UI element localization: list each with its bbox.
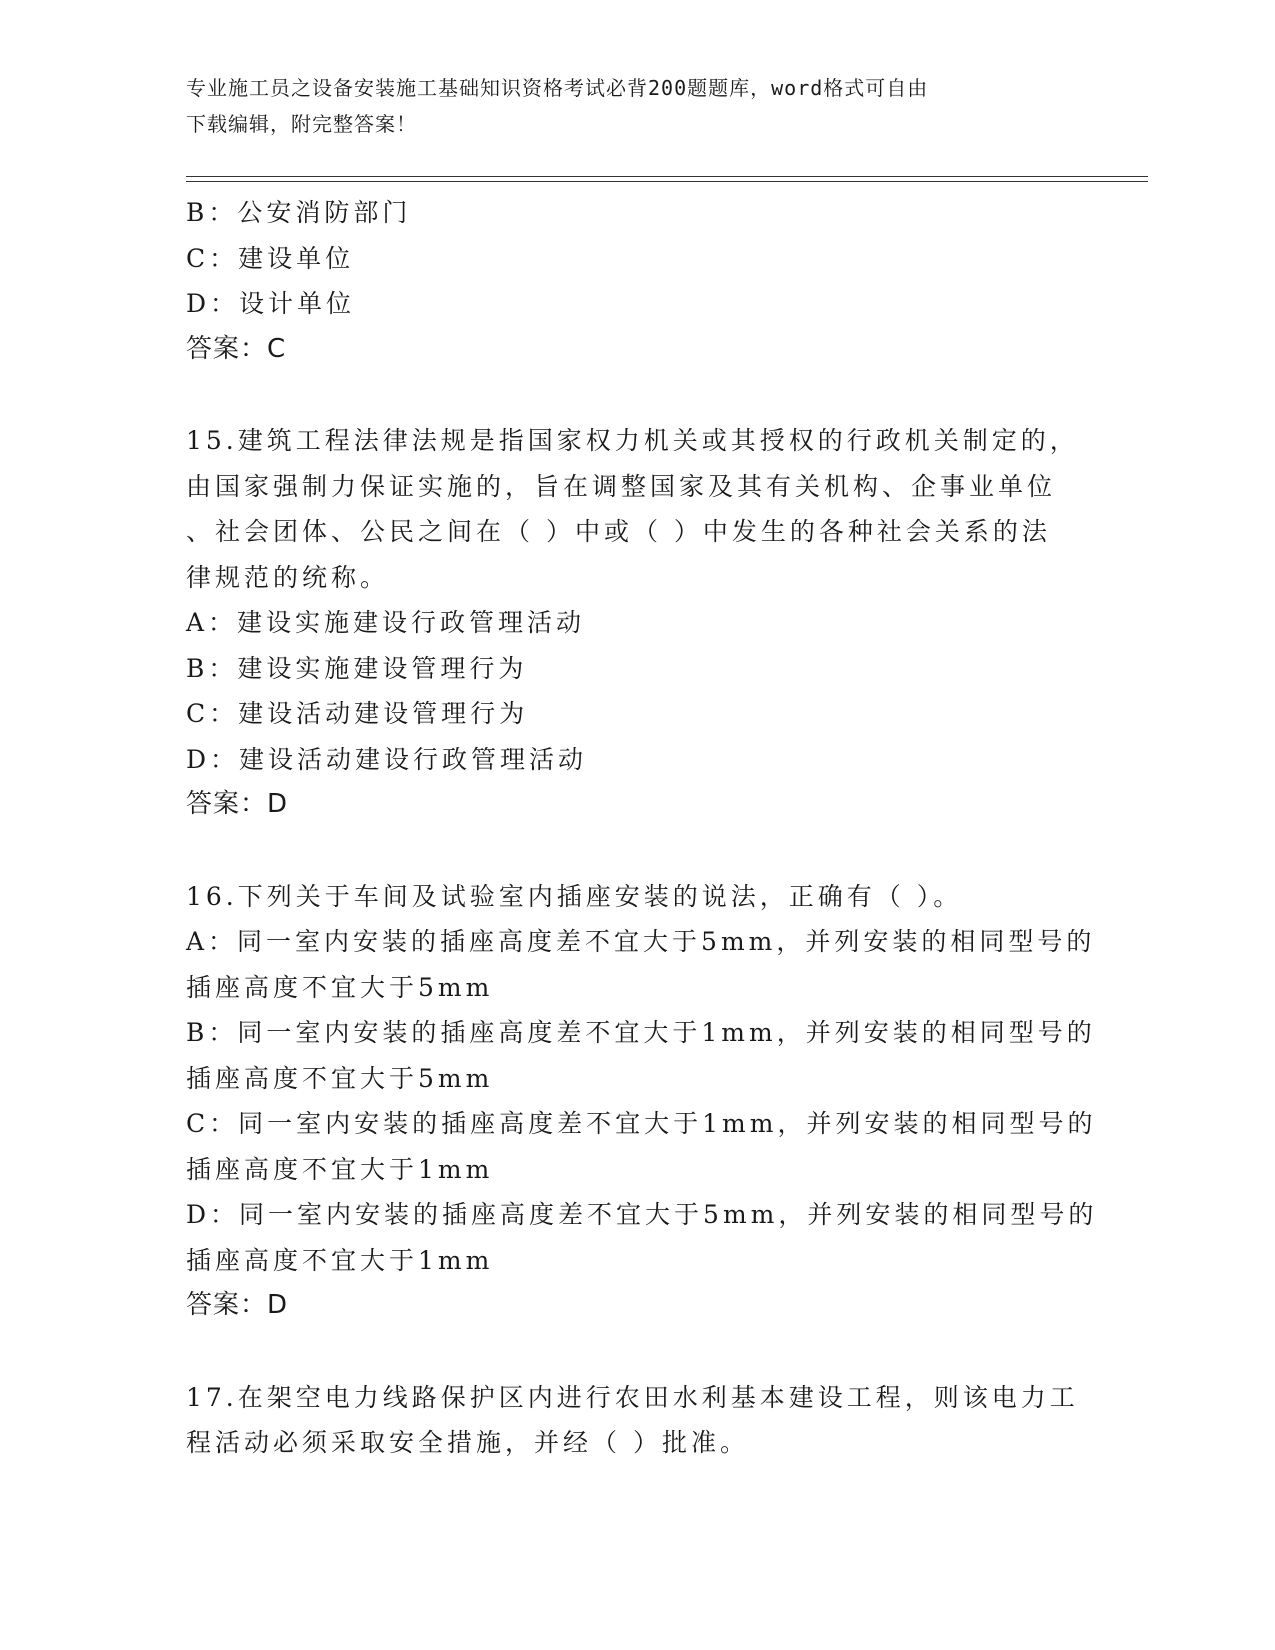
q16-option-a-line-2: 插座高度不宜大于5mm — [186, 972, 494, 1002]
q15-stem-line-3: 、社会团体、公民之间在（ ）中或（ ）中发生的各种社会关系的法 — [186, 517, 1051, 546]
document-header — [186, 70, 1066, 142]
q15-option-a: A：建设实施建设行政管理活动 — [186, 608, 586, 637]
question-16-block — [186, 874, 1098, 1329]
q15-stem-line-2: 由国家强制力保证实施的，旨在调整国家及其有关机构、企事业单位 — [186, 471, 1057, 501]
question-spacer — [186, 1329, 1086, 1375]
q15-stem-line-1: 15.建筑工程法律法规是指国家权力机关或其授权的行政机关制定的， — [186, 426, 1079, 455]
q16-option-a-line-1: A：同一室内安装的插座高度差不宜大于5mm，并列安装的相同型号的 — [186, 927, 1096, 956]
header-divider-bottom — [186, 181, 1148, 182]
q16-option-b-line-2: 插座高度不宜大于5mm — [186, 1063, 494, 1093]
document-body — [186, 190, 1098, 1466]
q16-answer: 答案：D — [186, 1290, 289, 1320]
question-17-block — [186, 1375, 1086, 1466]
question-14-block — [186, 190, 1086, 372]
q15-option-d: D：建设活动建设行政管理活动 — [186, 744, 588, 774]
header-divider-top — [186, 176, 1148, 177]
q15-answer: 答案：D — [186, 789, 289, 819]
q14-option-c: C：建设单位 — [186, 243, 355, 273]
q17-stem-line-1: 17.在架空电力线路保护区内进行农田水利基本建设工程，则该电力工 — [186, 1382, 1079, 1412]
question-15-block — [186, 418, 1086, 828]
q16-option-d-line-2: 插座高度不宜大于1mm — [186, 1245, 494, 1275]
q15-option-b: B：建设实施建设管理行为 — [186, 653, 528, 683]
header-line-2: 下载编辑，附完整答案！ — [186, 112, 417, 136]
q16-stem-line-1: 16.下列关于车间及试验室内插座安装的说法，正确有（ ）。 — [186, 881, 963, 911]
q16-option-b-line-1: B：同一室内安装的插座高度差不宜大于1mm，并列安装的相同型号的 — [186, 1018, 1096, 1047]
q15-stem-line-4: 律规范的统称。 — [186, 562, 390, 592]
q16-option-c-line-1: C：同一室内安装的插座高度差不宜大于1mm，并列安装的相同型号的 — [186, 1109, 1097, 1138]
q16-option-c-line-2: 插座高度不宜大于1mm — [186, 1154, 494, 1184]
q14-option-b: B：公安消防部门 — [186, 198, 412, 227]
question-spacer — [186, 828, 1086, 874]
q15-option-c: C：建设活动建设管理行为 — [186, 699, 529, 728]
q16-option-d-line-1: D：同一室内安装的插座高度差不宜大于5mm，并列安装的相同型号的 — [186, 1200, 1098, 1229]
q14-option-d: D：设计单位 — [186, 289, 356, 318]
header-line-1: 专业施工员之设备安装施工基础知识资格考试必背200题题库，word格式可自由 — [186, 76, 929, 100]
question-spacer — [186, 372, 1086, 418]
q17-stem-line-2: 程活动必须采取安全措施，并经（ ）批准。 — [186, 1428, 749, 1457]
q14-answer: 答案：C — [186, 333, 287, 364]
